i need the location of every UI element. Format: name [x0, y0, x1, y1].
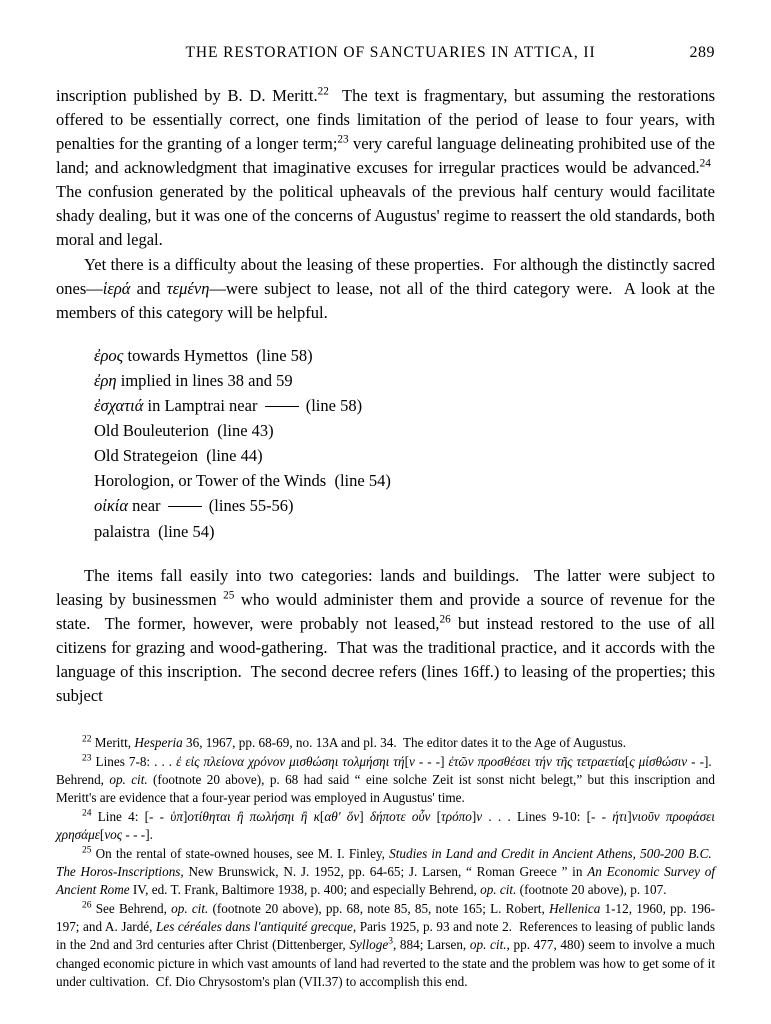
category-list	[56, 343, 715, 544]
paragraph: The items fall easily into two categories: lands and buildings. The latter were subject to leasing by businessmen $^{25}$ who would administer them and provide a source of revenue for the state. The former, however, were probably not leased,$^{26}$ but instead restored to the use of all citizens for grazing and wood-gathering. That was the traditional practice, and it accords with the language of this inscription. The second decree refers (lines 16ff.) to leasing of the properties; this subject	[56, 565, 715, 705]
list-item: ἐσχατιά in Lamptrai near (line 58)	[94, 396, 363, 416]
page-number: 289	[689, 44, 715, 61]
paragraph: Yet there is a difficulty about the leasing of these properties. For although the distinctly sacred ones—ἱερά and τεμένη—were subject to lease, not all of the third category were. A look at the members of this category will be helpful.	[56, 255, 715, 322]
list-item: palaistra (line 54)	[94, 521, 215, 541]
footnote: $^{22}$ Meritt, Hesperia 36, 1967, pp. 68-69, no. 13A and pl. 34. The editor dates it to the Age of Augustus.	[82, 734, 627, 750]
list-item: οἰκία near (lines 55-56)	[94, 496, 294, 516]
footnote: $^{25}$ On the rental of state-owned houses, see M. I. Finley, Studies in Land and Credit in Ancient Athens, 500-200 B.C. The Horos-Inscriptions, New Brunswick, N. J. 1952, pp. 64-65; J. Larsen, “ Roman Greece ” in An Economic Survey of Ancient Rome IV, ed. T. Frank, Baltimore 1938, p. 400; and especially Behrend, op. cit. (footnote 20 above), p. 107.	[56, 845, 715, 898]
footnote: $^{24}$ Line 4: [- - ὑπ]οτίθηται ἢ πωλήσηι ἢ κ[αθ' ὅν] δήποτε οὖν [τρόπο]ν . . . Lines 9-10: [- - ήτι]νιοῦν προφάσει χρησάμε[νος - - -].	[56, 808, 715, 843]
list-item: Old Strategeion (line 44)	[94, 446, 263, 466]
list-item: ἐρη implied in lines 38 and 59	[94, 371, 293, 391]
footnote: $^{23}$ Lines 7-8: . . . ἐ εἰς πλείονα χρόνον μισθώσηι τολμήσηι τή[ν - - -] ἐτῶν προσθέσει τήν τῆς τετραετία[ς μίσθώσιν - -]. Behrend, op. cit. (footnote 20 above), p. 68 had said “ eine solche Zeit ist sonst nicht belegt,” but this inscription and Meritt's are evidence that a four-year period was employed in Augustus' time.	[56, 753, 715, 805]
paragraph: inscription published by B. D. Meritt.$^{22}$ The text is fragmentary, but assuming the restorations offered to be essentially correct, one finds limitation of the period of lease to four years, with penalties for the granting of a longer term;$^{23}$ very careful language delineating prohibited use of the land; and acknowledgment that imaginative excuses for irregular practices would be advanced.$^{24}$ The confusion generated by the political upheavals of the previous half century would facilitate shady dealing, but it was one of the concerns of Augustus' regime to reassert the old standards, both moral and legal.	[56, 85, 715, 249]
running-title: THE RESTORATION OF SANCTUARIES IN ATTICA, II	[185, 44, 596, 61]
running-head	[56, 44, 715, 70]
footnotes	[56, 734, 715, 991]
list-item: Old Bouleuterion (line 43)	[94, 421, 274, 441]
list-item: Horologion, or Tower of the Winds (line 54)	[94, 471, 391, 491]
list-item: ἐρος towards Hymettos (line 58)	[94, 346, 313, 365]
footnote: $^{26}$ See Behrend, op. cit. (footnote 20 above), pp. 68, note 85, 85, note 165; L. Robert, Hellenica 1-12, 1960, pp. 196-197; and A. Jardé, Les céréales dans l'antiquité grecque, Paris 1925, p. 93 and note 2. References to leasing of public lands in the 2nd and 3rd centuries after Christ (Dittenberger, Sylloge$^3$, 884; Larsen, op. cit., pp. 477, 480) seem to involve a much changed economic picture in which vast amounts of land had reverted to the state and the problem was how to get some of it under cultivation. Cf. Dio Chrysostom's plan (VII.37) to accomplish this end.	[56, 900, 715, 989]
body-text	[56, 84, 715, 708]
